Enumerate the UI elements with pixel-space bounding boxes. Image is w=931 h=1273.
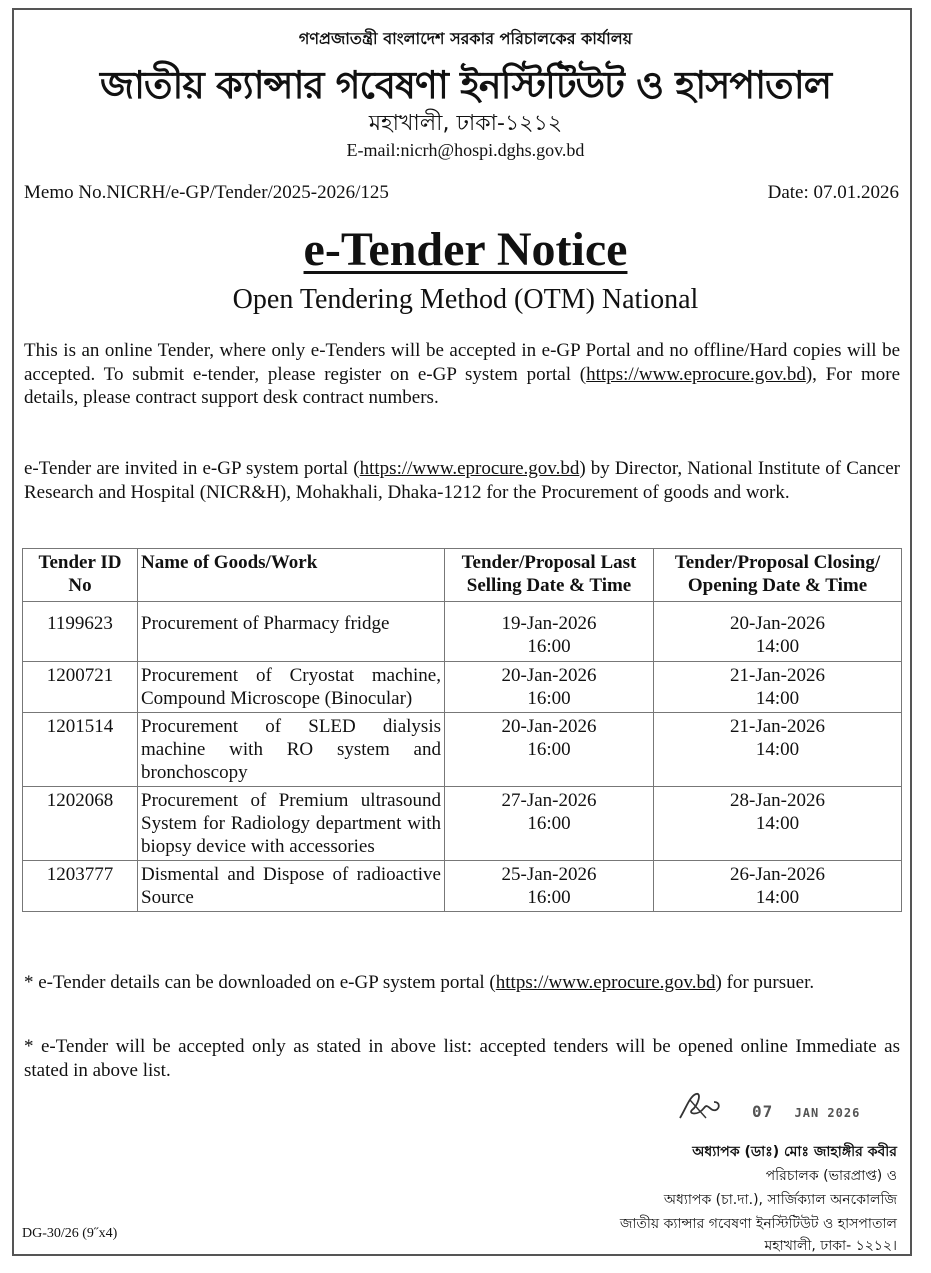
page-title-text: e-Tender Notice [303, 223, 628, 276]
stamp-month-year: JAN 2026 [794, 1106, 861, 1120]
closing-time: 14:00 [755, 688, 800, 709]
institute-email: E-mail:nicrh@hospi.dghs.gov.bd [346, 140, 585, 160]
col-closing-date [654, 549, 902, 602]
table-row [23, 861, 902, 912]
closing-date: 28-Jan-2026 [730, 790, 825, 811]
download-note-text: * e-Tender details can be downloaded on e-GP system portal ( [24, 972, 496, 993]
acceptance-note: * e-Tender will be accepted only as stated in above list: accepted tenders will be opened online Immediate as stated in above list. [24, 1036, 900, 1081]
eprocure-link[interactable]: https://www.eprocure.gov.bd [495, 972, 716, 993]
col-selling-date [445, 549, 654, 602]
selling-datetime [445, 602, 654, 662]
closing-datetime [654, 861, 902, 912]
eprocure-link[interactable]: https://www.eprocure.gov.bd [586, 363, 806, 385]
signatory-name: অধ্যাপক (ডাঃ) মোঃ জাহাঙ্গীর কবীর [692, 1144, 897, 1160]
selling-time: 16:00 [527, 813, 571, 834]
selling-date: 25-Jan-2026 [501, 864, 597, 885]
goods-name: Procurement of SLED dialysis machine with RO system and bronchoscopy [138, 713, 445, 787]
col-selling-label: Tender/Proposal Last [461, 552, 637, 573]
col-tender-id-label-2: No [68, 575, 92, 596]
goods-name: Procurement of Premium ultrasound System for Radiology department with biopsy device with accessories [138, 787, 445, 861]
date-stamp [752, 1102, 860, 1121]
closing-time: 14:00 [755, 739, 800, 760]
selling-time: 16:00 [527, 887, 571, 908]
memo-date: Date: 07.01.2026 [767, 182, 899, 203]
closing-datetime [654, 662, 902, 713]
selling-date: 20-Jan-2026 [501, 665, 597, 686]
goods-name: Procurement of Pharmacy fridge [138, 602, 445, 662]
signatory-address: মহাখালী, ঢাকা- ১২১২। [764, 1238, 897, 1254]
institute-name: জাতীয় ক্যান্সার গবেষণা ইনস্টিটিউট ও হাসপাতাল [99, 63, 832, 107]
download-note-end: ) for pursuer. [715, 972, 815, 993]
memo-number: Memo No.NICRH/e-GP/Tender/2025-2026/125 [24, 182, 389, 203]
closing-datetime [654, 787, 902, 861]
footer-code: DG-30/26 (9˝x4) [22, 1226, 118, 1241]
tender-id: 1203777 [23, 861, 138, 912]
closing-date: 20-Jan-2026 [730, 613, 825, 634]
col-closing-label: Tender/Proposal Closing/ [674, 552, 881, 573]
invitation-paragraph [24, 457, 900, 504]
institute-address: মহাখালী, ঢাকা-১২১২ [368, 111, 563, 136]
selling-datetime [445, 861, 654, 912]
page-title [0, 222, 931, 277]
selling-datetime [445, 713, 654, 787]
col-tender-id [23, 549, 138, 602]
closing-time: 14:00 [755, 636, 800, 657]
signatory-role-2: অধ্যাপক (চা.দা.), সার্জিক্যাল অনকোলজি [663, 1192, 897, 1208]
signature [676, 1088, 724, 1124]
govt-office-line: গণপ্রজাতন্ত্রী বাংলাদেশ সরকার পরিচালকের কার্যালয় [298, 29, 633, 48]
closing-date: 21-Jan-2026 [730, 665, 825, 686]
eprocure-link[interactable]: https://www.eprocure.gov.bd [359, 458, 580, 479]
tender-id: 1200721 [23, 662, 138, 713]
table-row [23, 713, 902, 787]
table-row [23, 787, 902, 861]
selling-time: 16:00 [527, 739, 571, 760]
tender-table [22, 548, 902, 912]
closing-time: 14:00 [755, 813, 800, 834]
selling-date: 19-Jan-2026 [501, 613, 597, 634]
selling-time: 16:00 [527, 636, 571, 657]
intro-paragraph [24, 339, 900, 410]
page-subtitle: Open Tendering Method (OTM) National [232, 284, 699, 315]
signatory-role: পরিচালক (ভারপ্রাপ্ত) ও [765, 1168, 897, 1184]
table-row [23, 662, 902, 713]
col-selling-label-2: Selling Date & Time [466, 575, 632, 596]
closing-datetime [654, 713, 902, 787]
selling-date: 20-Jan-2026 [501, 716, 597, 737]
selling-date: 27-Jan-2026 [501, 790, 597, 811]
selling-datetime [445, 787, 654, 861]
stamp-day: 07 [752, 1102, 774, 1121]
invitation-text: e-Tender are invited in e-GP system portal ( [24, 458, 360, 479]
tender-id: 1199623 [23, 602, 138, 662]
col-tender-id-label: Tender ID [38, 552, 122, 573]
selling-datetime [445, 662, 654, 713]
table-row [23, 602, 902, 662]
download-note [24, 971, 900, 995]
tender-id: 1201514 [23, 713, 138, 787]
invitation-text-end: ) by Director, National Institute of Cancer Research and Hospital (NICR&H), Mohakhali, Dhaka-1212 for the Procurement of goods and work. [24, 458, 900, 503]
closing-date: 26-Jan-2026 [730, 864, 825, 885]
selling-time: 16:00 [527, 688, 571, 709]
closing-datetime [654, 602, 902, 662]
intro-text-end: ), For more details, please contract support desk contract numbers. [24, 363, 901, 408]
table-header-row [23, 549, 902, 602]
col-goods-name: Name of Goods/Work [138, 549, 445, 602]
goods-name: Procurement of Cryostat machine, Compound Microscope (Binocular) [138, 662, 445, 713]
goods-name: Dismental and Dispose of radioactive Source [138, 861, 445, 912]
signatory-org: জাতীয় ক্যান্সার গবেষণা ইনস্টিটিউট ও হাসপাতাল [619, 1216, 897, 1232]
intro-text: This is an online Tender, where only e-Tenders will be accepted in e-GP Portal and no offline/Hard copies will be accepted. To submit e-tender, please register on e-GP system portal ( [24, 340, 900, 385]
tender-id: 1202068 [23, 787, 138, 861]
col-closing-label-2: Opening Date & Time [687, 575, 868, 596]
closing-time: 14:00 [755, 887, 800, 908]
closing-date: 21-Jan-2026 [730, 716, 825, 737]
